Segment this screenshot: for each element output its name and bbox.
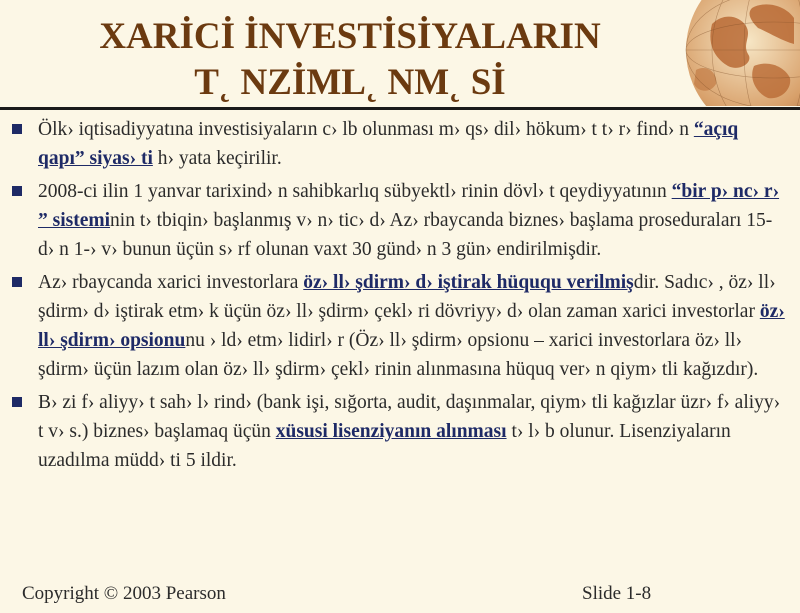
- bullet-text: dir. Sadıc› , öz› ll› şdirm› d› iştirak etm› k üçün öz› ll› şdirm› çekl› ri dövriyy› d› olan zaman xarici investorlar: [38, 272, 776, 322]
- highlight-term: “açıq qapı” siyas› ti: [38, 119, 739, 169]
- title-line-2: T˛ NZİML˛ NM˛ Sİ: [194, 62, 506, 103]
- highlight-term: “bir p› nc› r› ” sistemi: [38, 181, 780, 231]
- bullet-item: [10, 115, 788, 173]
- highlight-term: xüsusi lisenziyanın alınması: [275, 421, 507, 442]
- bullet-item: [10, 177, 788, 264]
- bullet-text: nin t› tbiqin› başlanmış v› n› tic› d› Az› rbaycanda biznes› başlama proseduraları 15-d› n 1-› v› bunun üçün s› rf olunan vaxt 30 günd› n 3 gün› endirilmişdir.: [38, 210, 773, 260]
- slide-title: [40, 14, 660, 106]
- bullet-item: [10, 388, 788, 475]
- highlight-term: öz› ll› şdirm› d› iştirak hüququ verilmiş: [303, 272, 634, 293]
- highlight-term: öz› ll› şdirm› opsionu: [38, 301, 785, 351]
- bullet-text: nu › ld› etm› lidirl› r (Öz› ll› şdirm› opsionu – xarici investorlara öz› ll› şdirm› üçün lazım olan öz› ll› şdirm› çekl› rinin alınmasına hüquq ver› n qiym› tli kağızdır).: [38, 330, 759, 380]
- globe-image: [682, 0, 800, 106]
- slide-number: Slide 1-8: [582, 583, 652, 604]
- bullet-text: B› zi f› aliyy› t sah› l› rind› (bank işi, sığorta, audit, daşınmalar, qiym› tli kağızlar üzr› f› aliyy› t v› s.) biznes› başlamaq üçün: [38, 392, 781, 442]
- bullet-text: t› l› b olunur. Lisenziyaların uzadılma müdd› ti 5 ildir.: [38, 421, 731, 471]
- slide-footer: [22, 583, 722, 613]
- title-divider: [0, 107, 800, 110]
- bullet-text: Az› rbaycanda xarici investorlara: [38, 272, 304, 293]
- copyright-text: Copyright © 2003 Pearson: [22, 583, 226, 604]
- title-line-1: XARİCİ İNVESTİSİYALARIN: [99, 16, 601, 57]
- bullet-square-icon: [12, 124, 22, 134]
- bullet-item: [10, 268, 788, 384]
- bullet-square-icon: [12, 186, 22, 196]
- bullet-square-icon: [12, 277, 22, 287]
- bullet-text: Ölk› iqtisadiyyatına investisiyaların c› lb olunması m› qs› dil› hökum› t t› r› find› n: [38, 119, 694, 140]
- bullet-text: 2008-ci ilin 1 yanvar tarixind› n sahibkarlıq sübyektl› rinin dövl› t qeydiyyatının: [38, 181, 672, 202]
- bullet-square-icon: [12, 397, 22, 407]
- bullet-text: h› yata keçirilir.: [152, 148, 282, 169]
- bullet-list: [10, 115, 788, 479]
